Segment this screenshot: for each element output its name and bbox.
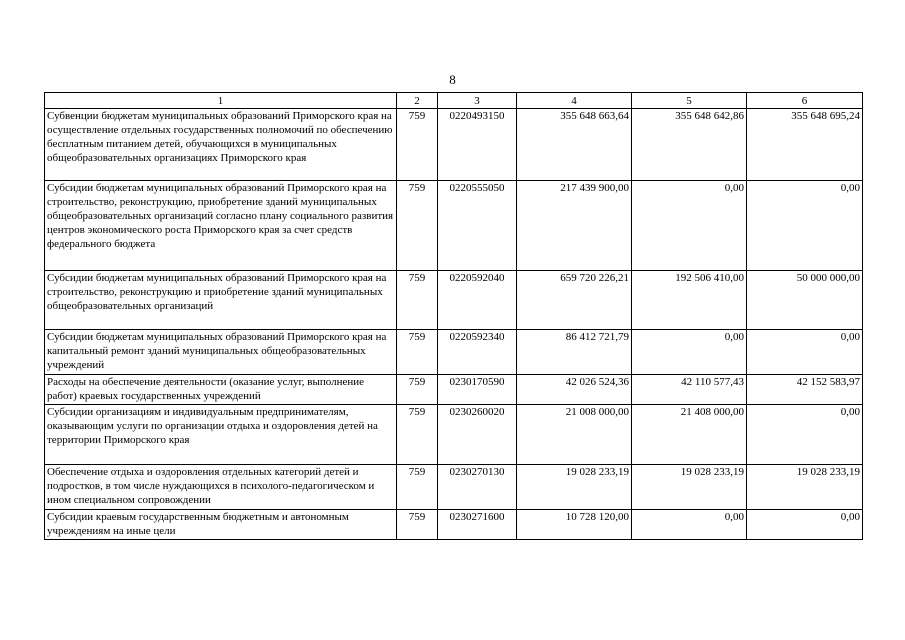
row-amount-6: 0,00 xyxy=(747,330,863,375)
table-row xyxy=(45,375,863,405)
row-code: 759 xyxy=(397,465,438,510)
row-name: Субвенции бюджетам муниципальных образований Приморского края на осуществление отдельных государственных полномочий по обеспечению бесплатным питанием детей, обучающихся в муниципальных общеобразовательных организациях Приморского края xyxy=(45,109,397,181)
table-row xyxy=(45,181,863,271)
row-name: Обеспечение отдыха и оздоровления отдельных категорий детей и подростков, в том числе нуждающихся в психолого-педагогическом и ином специальном сопровождении xyxy=(45,465,397,510)
row-code: 759 xyxy=(397,375,438,405)
table-row xyxy=(45,330,863,375)
row-csr: 0230271600 xyxy=(438,510,517,540)
row-name: Субсидии бюджетам муниципальных образований Приморского края на капитальный ремонт зданий муниципальных общеобразовательных учреждений xyxy=(45,330,397,375)
row-amount-5: 0,00 xyxy=(632,181,747,271)
row-csr: 0220592040 xyxy=(438,271,517,330)
row-code: 759 xyxy=(397,510,438,540)
row-name: Субсидии краевым государственным бюджетным и автономным учреждениям на иные цели xyxy=(45,510,397,540)
row-csr: 0220555050 xyxy=(438,181,517,271)
row-code: 759 xyxy=(397,330,438,375)
column-header: 4 xyxy=(517,93,632,109)
row-amount-6: 42 152 583,97 xyxy=(747,375,863,405)
row-name: Субсидии бюджетам муниципальных образований Приморского края на строительство, реконструкцию, приобретение зданий муниципальных общеобразовательных организаций согласно плану социального развития центров экономического роста Приморского края за счет средств федерального бюджета xyxy=(45,181,397,271)
column-header: 5 xyxy=(632,93,747,109)
row-name: Субсидии бюджетам муниципальных образований Приморского края на строительство, реконструкцию и приобретение зданий муниципальных общеобразовательных организаций xyxy=(45,271,397,330)
row-amount-6: 0,00 xyxy=(747,181,863,271)
row-name: Расходы на обеспечение деятельности (оказание услуг, выполнение работ) краевых государственных учреждений xyxy=(45,375,397,405)
row-amount-5: 19 028 233,19 xyxy=(632,465,747,510)
row-amount-5: 0,00 xyxy=(632,510,747,540)
row-csr: 0230170590 xyxy=(438,375,517,405)
row-amount-6: 0,00 xyxy=(747,510,863,540)
column-header: 6 xyxy=(747,93,863,109)
row-code: 759 xyxy=(397,405,438,465)
row-amount-6: 355 648 695,24 xyxy=(747,109,863,181)
page-number: 8 xyxy=(449,72,456,87)
row-amount-4: 659 720 226,21 xyxy=(517,271,632,330)
row-code: 759 xyxy=(397,271,438,330)
row-amount-6: 50 000 000,00 xyxy=(747,271,863,330)
column-header: 1 xyxy=(45,93,397,109)
table-row xyxy=(45,510,863,540)
row-amount-4: 21 008 000,00 xyxy=(517,405,632,465)
column-header: 2 xyxy=(397,93,438,109)
budget-table xyxy=(44,92,863,540)
row-amount-6: 19 028 233,19 xyxy=(747,465,863,510)
row-amount-5: 0,00 xyxy=(632,330,747,375)
table-header-row xyxy=(45,93,863,109)
row-code: 759 xyxy=(397,181,438,271)
table-row xyxy=(45,465,863,510)
row-amount-5: 42 110 577,43 xyxy=(632,375,747,405)
column-header: 3 xyxy=(438,93,517,109)
row-amount-4: 355 648 663,64 xyxy=(517,109,632,181)
row-csr: 0220592340 xyxy=(438,330,517,375)
row-name: Субсидии организациям и индивидуальным предпринимателям, оказывающим услуги по организации отдыха и оздоровления детей на территории Приморского края xyxy=(45,405,397,465)
table-row xyxy=(45,109,863,181)
row-csr: 0230260020 xyxy=(438,405,517,465)
row-amount-4: 217 439 900,00 xyxy=(517,181,632,271)
row-csr: 0230270130 xyxy=(438,465,517,510)
row-amount-4: 86 412 721,79 xyxy=(517,330,632,375)
row-amount-5: 21 408 000,00 xyxy=(632,405,747,465)
table-row xyxy=(45,405,863,465)
row-code: 759 xyxy=(397,109,438,181)
row-amount-5: 192 506 410,00 xyxy=(632,271,747,330)
row-amount-5: 355 648 642,86 xyxy=(632,109,747,181)
row-amount-6: 0,00 xyxy=(747,405,863,465)
row-amount-4: 19 028 233,19 xyxy=(517,465,632,510)
row-amount-4: 42 026 524,36 xyxy=(517,375,632,405)
row-amount-4: 10 728 120,00 xyxy=(517,510,632,540)
table-row xyxy=(45,271,863,330)
row-csr: 0220493150 xyxy=(438,109,517,181)
